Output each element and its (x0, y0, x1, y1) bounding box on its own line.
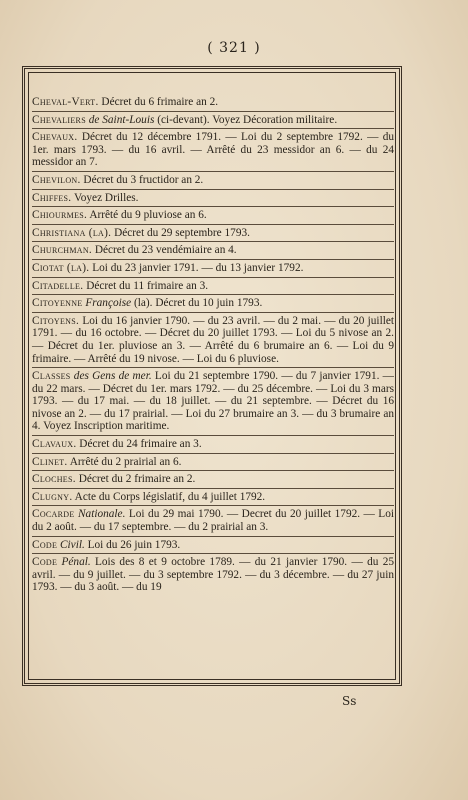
entry-text: Décret du 24 frimaire an 3. (76, 438, 202, 451)
entry-headword: Code (32, 538, 58, 551)
entry-text: Loi du 29 mai 1790. — Decret du 20 juillet 1792. — Loi du 2 août. — du 17 septembre. — du 2 prairial an 3. (32, 508, 394, 534)
index-entry (32, 225, 394, 243)
entry-headword: Citoyens. (32, 314, 80, 327)
entry-headword: Christiana (la). (32, 226, 112, 239)
entry-italic: Nationale. (74, 508, 126, 521)
entry-text: Voyez Drilles. (71, 191, 139, 204)
entry-headword: Code (32, 556, 58, 569)
index-entry (32, 454, 394, 472)
entry-headword: Chiffes. (32, 191, 72, 204)
index-entry (32, 436, 394, 454)
entry-headword: Cocarde (32, 508, 75, 521)
index-entry (32, 260, 394, 278)
entry-headword: Classes (32, 370, 71, 383)
entry-italic: Pénal. (57, 556, 91, 569)
index-entry (32, 190, 394, 208)
index-entry (32, 506, 394, 536)
entry-text: Arrêté du 9 pluviose an 6. (87, 209, 207, 222)
entry-headword: Cloches. (32, 473, 76, 486)
index-entry (32, 471, 394, 489)
index-entry (32, 129, 394, 172)
signature-mark: Ss (342, 694, 357, 708)
entry-text: Loi du 23 janvier 1791. — du 13 janvier 1792. (89, 261, 304, 274)
index-entries (32, 94, 394, 596)
entry-text: Décret du 3 fructidor an 2. (80, 173, 204, 186)
entry-headword: Cheval-Vert. (32, 96, 99, 108)
entry-text: Décret du 11 frimaire an 3. (83, 279, 209, 292)
index-entry (32, 207, 394, 225)
entry-text: Loi du 26 juin 1793. (84, 538, 181, 551)
entry-headword: Citoyenne (32, 297, 83, 310)
index-entry (32, 368, 394, 436)
entry-headword: Chevilon. (32, 173, 81, 186)
index-entry (32, 554, 394, 596)
index-entry (32, 537, 394, 555)
entry-text: Loi du 16 janvier 1790. — du 23 avril. — du 2 mai. — du 20 juillet 1791. — du 16 octobre. — Décret du 20 juillet 1793. — Loi du 5 nivose an 2. — Décret du 1er. pluviose an 3. — Arrêté du 6 brumaire an 6. — Loi du 9 frimaire. — Arrêté du 19 nivose. — Loi du 6 pluviose. (32, 314, 394, 365)
entry-headword: Citadelle. (32, 279, 84, 292)
entry-text: (ci-devant). Voyez Décoration militaire. (154, 113, 338, 126)
entry-headword: Clugny. (32, 490, 73, 503)
index-entry (32, 94, 394, 112)
entry-headword: Chiourmes. (32, 209, 88, 222)
entry-headword: Chevaux. (32, 131, 78, 144)
index-entry (32, 172, 394, 190)
index-entry (32, 278, 394, 296)
index-entry (32, 295, 394, 313)
entry-text: Décret du 23 vendémiaire an 4. (92, 244, 237, 257)
index-entry (32, 489, 394, 507)
entry-headword: Clinet. (32, 455, 68, 468)
entry-text: (la). Décret du 10 juin 1793. (131, 297, 263, 310)
entry-italic: de Saint-Louis (85, 113, 155, 126)
entry-italic: des Gens de mer. (70, 370, 152, 383)
entry-text: Acte du Corps législatif, du 4 juillet 1792. (72, 490, 266, 503)
entry-text: Décret du 2 frimaire an 2. (75, 473, 196, 486)
entry-headword: Churchman. (32, 244, 93, 257)
entry-headword: Chevaliers (32, 113, 86, 126)
entry-headword: Clavaux. (32, 438, 77, 451)
index-entry (32, 242, 394, 260)
index-entry (32, 313, 394, 368)
entry-headword: Ciotat (la). (32, 261, 90, 274)
entry-text: Décret du 6 frimaire an 2. (98, 96, 219, 108)
page-number: ( 321 ) (207, 40, 261, 56)
entry-italic: Françoise (82, 297, 132, 310)
entry-text: Loi du 21 septembre 1790. — du 7 janvier 1791. — du 22 mars. — Décret du 1er. mars 1792. — du 25 décembre. — Loi du 3 mars 1793. — du 17 mai. — du 18 juillet. — du 21 septembre. — Décret du 16 nivose an 2. — du 17 prairial. — Loi du 27 brumaire an 3. — du 3 brumaire an 4. Voyez Inscription maritime. (32, 370, 394, 433)
entry-text: Décret du 29 septembre 1793. (111, 226, 250, 239)
entry-text: Lois des 8 et 9 octobre 1789. — du 21 janvier 1790. — du 25 avril. — du 9 juillet. — du 3 septembre 1792. — du 3 décembre. — du 27 juin 1793. — du 3 août. — du 19 (32, 556, 394, 594)
entry-text: Arrêté du 2 prairial an 6. (67, 455, 182, 468)
entry-text: Décret du 12 décembre 1791. — Loi du 2 septembre 1792. — du 1er. mars 1793. — du 16 avril. — Arrêté du 23 messidor an 6. — du 24 messidor an 7. (32, 131, 394, 169)
entry-italic: Civil. (57, 538, 85, 551)
index-entry (32, 112, 394, 130)
